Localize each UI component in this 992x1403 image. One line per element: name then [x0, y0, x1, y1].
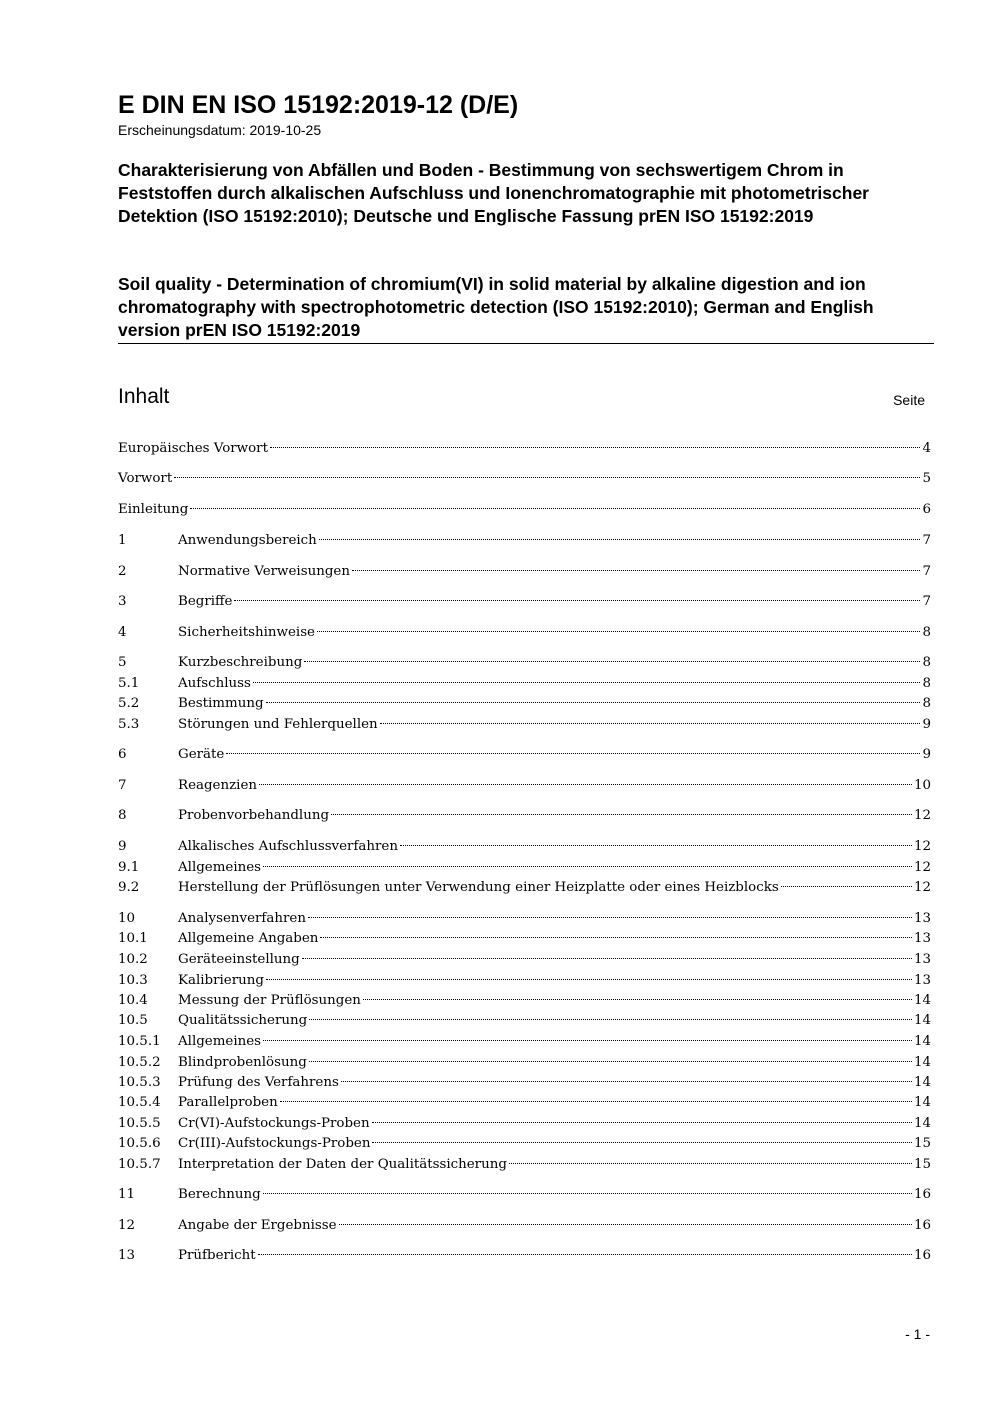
toc-entry[interactable] — [118, 1155, 931, 1175]
toc-dot-leader — [400, 845, 912, 846]
toc-entry[interactable] — [118, 653, 931, 673]
toc-dot-leader — [280, 1101, 912, 1102]
toc-entry-number: 10.5 — [118, 1013, 148, 1028]
toc-entry-number: 10.2 — [118, 952, 148, 967]
toc-entry-number: 10.4 — [118, 993, 148, 1008]
toc-entry[interactable] — [118, 694, 931, 714]
toc-entry-page: 8 — [922, 625, 931, 640]
toc-dot-leader — [341, 1081, 912, 1082]
toc-entry-page: 14 — [913, 1034, 931, 1049]
toc-dot-leader — [302, 958, 912, 959]
toc-entry-label: Sicherheitshinweise — [178, 625, 315, 640]
toc-entry-number: 3 — [118, 594, 127, 609]
toc-entry-label: Analysenverfahren — [178, 911, 306, 926]
toc-entry-label: Herstellung der Prüflösungen unter Verwendung einer Heizplatte oder eines Heizblocks — [178, 880, 779, 895]
toc-entry[interactable] — [118, 1053, 931, 1073]
toc-entry-number: 10.5.7 — [118, 1157, 161, 1172]
toc-entry[interactable] — [118, 674, 931, 694]
toc-entry-label: Vorwort — [118, 471, 173, 486]
toc-entry[interactable] — [118, 909, 931, 929]
toc-entry[interactable] — [118, 1216, 931, 1236]
toc-entry-number: 10.1 — [118, 931, 148, 946]
toc-entry-page: 7 — [922, 533, 931, 548]
toc-entry[interactable] — [118, 592, 931, 612]
toc-dot-leader — [308, 917, 912, 918]
toc-entry-label: Alkalisches Aufschlussverfahren — [178, 839, 398, 854]
issue-date: Erscheinungsdatum: 2019-10-25 — [118, 122, 322, 138]
toc-entry-number: 10.5.6 — [118, 1136, 161, 1151]
toc-entry[interactable] — [118, 1073, 931, 1093]
toc-entry[interactable] — [118, 1114, 931, 1134]
toc-entry-number: 10.5.2 — [118, 1055, 161, 1070]
toc-dot-leader — [309, 1019, 912, 1020]
toc-dot-leader — [372, 1142, 911, 1143]
toc-entry[interactable] — [118, 623, 931, 643]
toc-entry-label: Allgemeine Angaben — [178, 931, 319, 946]
toc-entry-page: 14 — [913, 1013, 931, 1028]
toc-entry-number: 1 — [118, 533, 127, 548]
toc-entry-label: Bestimmung — [178, 696, 264, 711]
toc-dot-leader — [363, 999, 912, 1000]
toc-entry-page: 15 — [913, 1136, 931, 1151]
toc-entry[interactable] — [118, 1011, 931, 1031]
toc-entry-page: 14 — [913, 1095, 931, 1110]
toc-entry[interactable] — [118, 1134, 931, 1154]
toc-entry-label: Aufschluss — [178, 676, 251, 691]
toc-entry-number: 7 — [118, 778, 127, 793]
toc-dot-leader — [263, 1040, 912, 1041]
toc-dot-leader — [174, 477, 920, 478]
toc-dot-leader — [190, 508, 920, 509]
toc-entry-page: 14 — [913, 1116, 931, 1131]
toc-entry-label: Prüfbericht — [178, 1248, 256, 1263]
toc-entry-page: 15 — [913, 1157, 931, 1172]
toc-entry-page: 14 — [913, 993, 931, 1008]
toc-entry-page: 5 — [922, 471, 931, 486]
toc-entry-page: 6 — [922, 502, 931, 517]
toc-entry-page: 4 — [922, 441, 931, 456]
toc-entry-number: 5.3 — [118, 717, 140, 732]
toc-entry-page: 7 — [922, 594, 931, 609]
toc-entry-label: Geräteeinstellung — [178, 952, 300, 967]
toc-entry-number: 5 — [118, 655, 127, 670]
toc-dot-leader — [319, 539, 921, 540]
toc-entry-page: 12 — [913, 860, 931, 875]
toc-entry-number: 9.2 — [118, 880, 140, 895]
toc-entry-number: 9 — [118, 839, 127, 854]
toc-entry-page: 14 — [913, 1075, 931, 1090]
toc-dot-leader — [234, 600, 920, 601]
toc-entry-number: 9.1 — [118, 860, 140, 875]
toc-dot-leader — [263, 866, 912, 867]
toc-dot-leader — [339, 1224, 912, 1225]
toc-dot-leader — [380, 723, 921, 724]
toc-entry-number: 12 — [118, 1218, 136, 1233]
toc-dot-leader — [266, 979, 912, 980]
toc-dot-leader — [263, 1193, 912, 1194]
toc-dot-leader — [258, 1254, 912, 1255]
toc-entry-page: 9 — [922, 747, 931, 762]
toc-page-column-label: Seite — [893, 392, 925, 408]
toc-entry-number: 10.5.3 — [118, 1075, 161, 1090]
toc-entry-label: Kurzbeschreibung — [178, 655, 303, 670]
toc-entry-label: Berechnung — [178, 1187, 261, 1202]
document-id: E DIN EN ISO 15192:2019-12 (D/E) — [118, 91, 519, 119]
toc-entry[interactable] — [118, 1093, 931, 1113]
toc-entry-page: 12 — [913, 880, 931, 895]
toc-entry-page: 16 — [913, 1187, 931, 1202]
toc-entry-number: 10.3 — [118, 973, 148, 988]
toc-entry-number: 10.5.4 — [118, 1095, 161, 1110]
toc-entry-label: Anwendungsbereich — [178, 533, 317, 548]
toc-entry-label: Probenvorbehandlung — [178, 808, 330, 823]
toc-entry-number: 11 — [118, 1187, 136, 1202]
toc-dot-leader — [352, 570, 921, 571]
toc-entry-number: 5.2 — [118, 696, 140, 711]
toc-dot-leader — [372, 1122, 912, 1123]
toc-entry-page: 13 — [913, 931, 931, 946]
toc-entry[interactable] — [118, 991, 931, 1011]
title-divider — [118, 343, 934, 344]
toc-entry-page: 16 — [913, 1248, 931, 1263]
toc-entry-label: Störungen und Fehlerquellen — [178, 717, 378, 732]
toc-entry-page: 10 — [913, 778, 931, 793]
toc-dot-leader — [259, 784, 912, 785]
toc-entry-number: 8 — [118, 808, 127, 823]
toc-entry[interactable] — [118, 562, 931, 582]
toc-entry-label: Parallelproben — [178, 1095, 278, 1110]
toc-entry[interactable] — [118, 878, 931, 898]
toc-entry-page: 8 — [922, 696, 931, 711]
toc-entry-label: Allgemeines — [178, 1034, 262, 1049]
toc-entry-page: 12 — [913, 808, 931, 823]
toc-entry[interactable] — [118, 929, 931, 949]
title-german: Charakterisierung von Abfällen und Boden - Bestimmung von sechswertigem Chrom in Feststoffen durch alkalischen Aufschluss und Ionenchromatographie mit photometrischer Detektion (ISO 15192:2010); Deutsche und Englische Fassung prEN ISO 15192:2019 — [118, 160, 869, 226]
page-number: - 1 - — [905, 1326, 930, 1342]
toc-entry-label: Interpretation der Daten der Qualitätssicherung — [178, 1157, 507, 1172]
toc-entry-label: Begriffe — [178, 594, 233, 609]
toc-entry-page: 16 — [913, 1218, 931, 1233]
toc-entry[interactable] — [118, 837, 931, 857]
toc-entry[interactable] — [118, 1246, 931, 1266]
toc-entry-number: 6 — [118, 747, 127, 762]
toc-entry[interactable] — [118, 950, 931, 970]
toc-dot-leader — [266, 702, 921, 703]
toc-entry-page: 9 — [922, 717, 931, 732]
toc-entry-number: 4 — [118, 625, 127, 640]
toc-entry-label: Qualitätssicherung — [178, 1013, 308, 1028]
toc-entry[interactable] — [118, 1032, 931, 1052]
toc-dot-leader — [781, 886, 912, 887]
toc-entry-page: 13 — [913, 973, 931, 988]
toc-dot-leader — [331, 814, 912, 815]
toc-entry-page: 14 — [913, 1055, 931, 1070]
toc-dot-leader — [509, 1163, 912, 1164]
toc-entry-number: 10 — [118, 911, 136, 926]
toc-entry-label: Geräte — [178, 747, 225, 762]
toc-entry-number: 10.5.5 — [118, 1116, 161, 1131]
toc-dot-leader — [226, 753, 920, 754]
toc-entry[interactable] — [118, 745, 931, 765]
toc-entry[interactable] — [118, 806, 931, 826]
toc-dot-leader — [270, 447, 921, 448]
toc-entry[interactable] — [118, 715, 931, 735]
toc-entry-label: Normative Verweisungen — [178, 564, 350, 579]
toc-entry-label: Reagenzien — [178, 778, 257, 793]
toc-dot-leader — [304, 661, 920, 662]
toc-dot-leader — [320, 937, 912, 938]
toc-heading: Inhalt — [118, 385, 170, 408]
toc-dot-leader — [253, 682, 921, 683]
title-english: Soil quality - Determination of chromium(VI) in solid material by alkaline digestion and ion chromatography with spectrophotometric detection (ISO 15192:2010); German and English version prEN ISO 15192:2019 — [118, 274, 874, 340]
toc-entry-page: 13 — [913, 952, 931, 967]
toc-entry[interactable] — [118, 776, 931, 796]
toc-entry[interactable] — [118, 858, 931, 878]
toc-entry-label: Allgemeines — [178, 860, 262, 875]
toc-entry-label: Prüfung des Verfahrens — [178, 1075, 339, 1090]
toc-entry-label: Cr(VI)-Aufstockungs-Proben — [178, 1116, 370, 1131]
toc-entry-number: 13 — [118, 1248, 136, 1263]
toc-entry-label: Kalibrierung — [178, 973, 264, 988]
toc-entry[interactable] — [118, 971, 931, 991]
toc-entry[interactable] — [118, 531, 931, 551]
toc-entry-label: Blindprobenlösung — [178, 1055, 307, 1070]
toc-entry-page: 8 — [922, 655, 931, 670]
toc-entry-label: Europäisches Vorwort — [118, 441, 268, 456]
toc-entry-label: Messung der Prüflösungen — [178, 993, 361, 1008]
toc-dot-leader — [317, 631, 920, 632]
toc-entry-label: Angabe der Ergebnisse — [178, 1218, 337, 1233]
toc-entry-page: 13 — [913, 911, 931, 926]
toc-entry[interactable] — [118, 439, 931, 459]
toc-entry-number: 5.1 — [118, 676, 140, 691]
toc-entry-page: 8 — [922, 676, 931, 691]
toc-entry[interactable] — [118, 1185, 931, 1205]
toc-entry-number: 10.5.1 — [118, 1034, 161, 1049]
toc-entry-label: Cr(III)-Aufstockungs-Proben — [178, 1136, 371, 1151]
toc-entry-label: Einleitung — [118, 502, 189, 517]
toc-entry[interactable] — [118, 500, 931, 520]
toc-entry[interactable] — [118, 469, 931, 489]
toc-entry-page: 7 — [922, 564, 931, 579]
toc-dot-leader — [309, 1061, 912, 1062]
toc-entry-page: 12 — [913, 839, 931, 854]
toc-entry-number: 2 — [118, 564, 127, 579]
